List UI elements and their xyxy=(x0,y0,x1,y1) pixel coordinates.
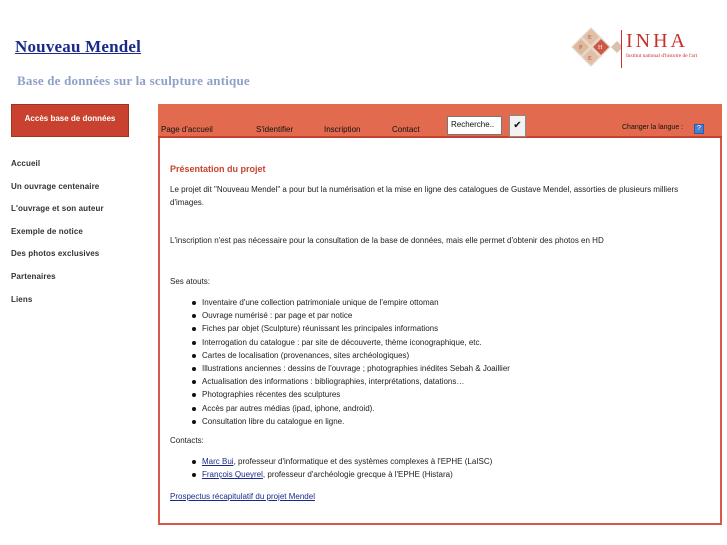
search-submit-button[interactable]: ✔ xyxy=(509,115,526,137)
list-item: Illustrations anciennes : dessins de l'ouvrage ; photographies inédites Sebah & Joaillier xyxy=(170,362,510,375)
list-item xyxy=(170,468,492,481)
prospectus-link[interactable]: Prospectus récapitulatif du projet Mendel xyxy=(170,492,315,501)
ephe-letter: E xyxy=(588,56,592,62)
contacts-list xyxy=(170,455,492,481)
registration-note: L'inscription n'est pas nécessaire pour la consultation de la base de données, mais elle permet d'obtenir des photos en HD xyxy=(170,236,604,245)
inha-letters: INHA xyxy=(626,30,688,52)
nav-link-contact[interactable]: Contact xyxy=(392,125,420,134)
inha-caption: Institut national d'histoire de l'art xyxy=(626,53,698,59)
site-subtitle: Base de données sur la sculpture antique xyxy=(17,73,250,88)
list-item: Cartes de localisation (provenances, sites archéologiques) xyxy=(170,349,510,362)
sidebar-item-exemple-notice[interactable]: Exemple de notice xyxy=(11,226,83,236)
sidebar-menu xyxy=(11,159,104,317)
contact-role: , professeur d'informatique et des systèmes complexes à l'EPHE (LaISC) xyxy=(233,457,493,466)
list-item: Interrogation du catalogue : par site de découverte, thème iconographique, etc. xyxy=(170,336,510,349)
top-navbar xyxy=(158,104,722,138)
sidebar-item-partenaires[interactable]: Partenaires xyxy=(11,271,56,281)
content-panel xyxy=(158,138,722,525)
list-item: Ouvrage numérisé : par page et par notice xyxy=(170,309,510,322)
ephe-letter: E xyxy=(588,35,592,41)
contacts-label: Contacts: xyxy=(170,436,204,445)
sidebar-item-photos-exclusives[interactable]: Des photos exclusives xyxy=(11,249,100,259)
list-item: Actualisation des informations : bibliographies, interprétations, datations… xyxy=(170,375,510,388)
site-title[interactable]: Nouveau Mendel xyxy=(15,37,142,56)
nav-link-identifier[interactable]: S'identifier xyxy=(256,125,294,134)
sidebar-item-accueil[interactable]: Accueil xyxy=(11,159,41,168)
list-item: Accès par autres médias (ipad, iphone, android). xyxy=(170,402,510,415)
list-item: Fiches par objet (Sculpture) réunissant les principales informations xyxy=(170,322,510,335)
sidebar-item-liens[interactable]: Liens xyxy=(11,294,33,304)
nav-link-accueil[interactable]: Page d'accueil xyxy=(161,125,213,134)
list-item xyxy=(170,455,492,468)
list-item: Photographies récentes des sculptures xyxy=(170,388,510,401)
language-switch-icon[interactable]: ? xyxy=(694,124,704,134)
list-item: Consultation libre du catalogue en ligne. xyxy=(170,415,510,428)
ephe-letter: P xyxy=(579,45,583,51)
search-input[interactable]: Recherche.. xyxy=(447,116,502,135)
contact-link-marc-bui[interactable]: Marc Bui xyxy=(202,457,234,466)
contact-role: , professeur d'archéologie grecque à l'EPHE (Histara) xyxy=(262,470,453,480)
sidebar-item-ouvrage-auteur[interactable]: L'ouvrage et son auteur xyxy=(11,204,104,214)
page-heading: Présentation du projet xyxy=(170,164,266,174)
ephe-letter: H xyxy=(598,45,603,51)
contact-link-francois-queyrel[interactable]: François Queyrel xyxy=(202,470,263,480)
nav-link-inscription[interactable]: Inscription xyxy=(324,125,361,134)
list-item: Inventaire d'une collection patrimoniale unique de l'empire ottoman xyxy=(170,296,510,309)
atouts-label: Ses atouts: xyxy=(170,277,211,286)
sidebar-item-ouvrage-centenaire[interactable]: Un ouvrage centenaire xyxy=(11,181,100,191)
language-label: Changer la langue : xyxy=(622,124,684,131)
atouts-list xyxy=(170,296,510,428)
intro-paragraph: Le projet dit "Nouveau Mendel" a pour but la numérisation et la mise en ligne des catalogues de Gustave Mendel, assorties de plusieurs milliers d'images. xyxy=(170,185,679,207)
database-access-button[interactable]: Accès base de données xyxy=(11,104,129,137)
ephe-logo[interactable] xyxy=(567,27,621,67)
inha-logo[interactable] xyxy=(621,30,709,68)
